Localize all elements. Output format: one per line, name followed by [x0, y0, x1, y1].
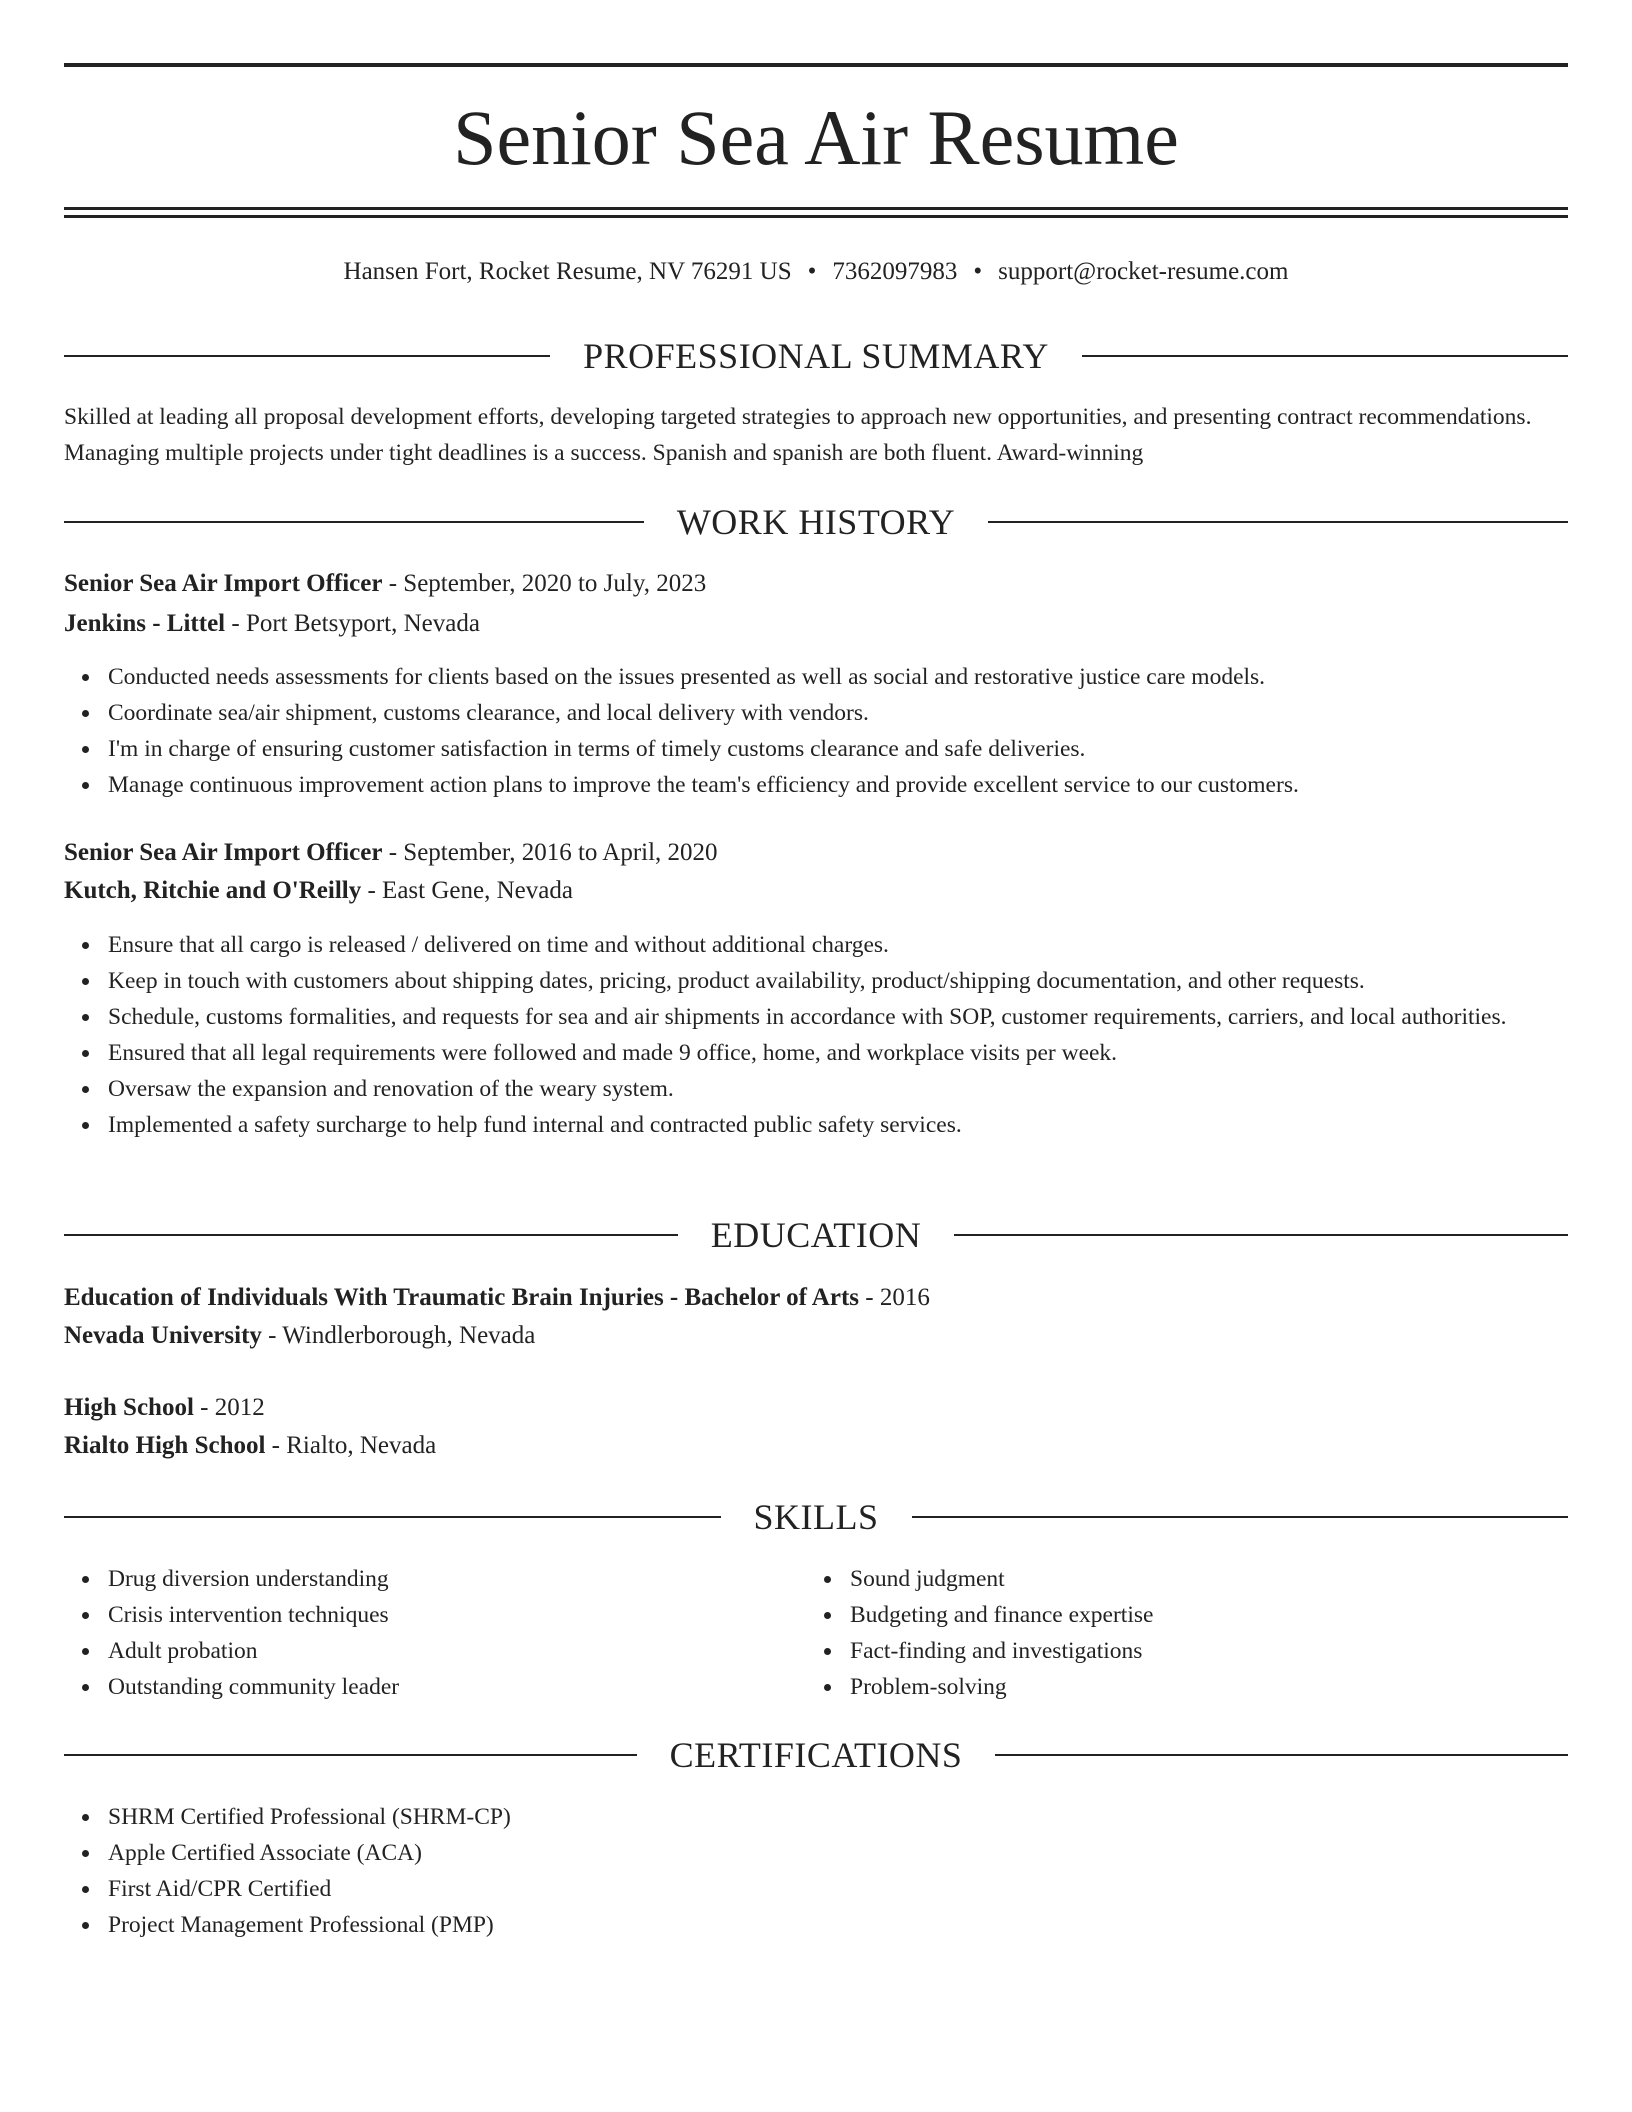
job-dates: - September, 2020 to July, 2023: [382, 570, 707, 597]
education-2-degree-line: [64, 1390, 1568, 1426]
education-1-degree-line: [64, 1280, 1568, 1316]
job-1-title-line: [64, 566, 1568, 602]
title-rule-lower: [64, 215, 1568, 218]
skills-heading: [64, 1495, 1568, 1539]
certifications-list: [64, 1799, 1612, 1943]
summary-text: Skilled at leading all proposal development efforts, developing targeted strategies to approach new opportunities, and presenting contract recommendations. Managing multiple projects under tight deadlines is a success. Spanish and spanish are both fluent. Award-winning: [64, 404, 1532, 466]
list-item: Drug diversion understanding: [108, 1561, 1612, 1597]
job-company: Kutch, Ritchie and O'Reilly: [64, 877, 362, 904]
list-item: Oversaw the expansion and renovation of the weary system.: [108, 1071, 1612, 1107]
list-item: Ensured that all legal requirements were followed and made 9 office, home, and workplace visits per week.: [108, 1035, 1612, 1071]
work-history-heading: [64, 500, 1568, 544]
job-location: - East Gene, Nevada: [361, 877, 573, 904]
list-item: I'm in charge of ensuring customer satisfaction in terms of timely customs clearance and safe deliveries.: [108, 731, 1612, 767]
list-item: Crisis intervention techniques: [108, 1597, 1612, 1633]
job-location: - Port Betsyport, Nevada: [225, 610, 480, 637]
certifications-heading-label: CERTIFICATIONS: [669, 1735, 963, 1775]
resume-title: Senior Sea Air Resume: [453, 94, 1179, 181]
list-item: Ensure that all cargo is released / delivered on time and without additional charges.: [108, 927, 1612, 963]
contact-address: Hansen Fort, Rocket Resume, NV 76291 US: [343, 258, 792, 285]
divider: [64, 355, 550, 357]
divider: [64, 1754, 637, 1756]
education-heading: [64, 1213, 1568, 1257]
summary-heading: [64, 334, 1568, 378]
job-1-bullets: [64, 659, 1612, 803]
list-item: Implemented a safety surcharge to help fund internal and contracted public safety services.: [108, 1107, 1612, 1143]
divider: [1082, 355, 1568, 357]
divider: [988, 521, 1568, 523]
education-2-school-line: [64, 1428, 1568, 1464]
job-company: Jenkins - Littel: [64, 610, 226, 637]
job-2-bullets: [64, 927, 1612, 1143]
education-school: Rialto High School: [64, 1432, 266, 1459]
divider: [64, 521, 644, 523]
education-degree: Education of Individuals With Traumatic Brain Injuries - Bachelor of Arts: [64, 1284, 860, 1311]
education-1-school-line: [64, 1318, 1568, 1354]
job-2-title-line: [64, 835, 1568, 871]
list-item: Schedule, customs formalities, and requests for sea and air shipments in accordance with SOP, customer requirements, carriers, and local authorities.: [108, 999, 1612, 1035]
list-item: Conducted needs assessments for clients based on the issues presented as well as social and restorative justice care models.: [108, 659, 1612, 695]
education-year: - 2016: [859, 1284, 930, 1311]
work-history-heading-label: WORK HISTORY: [676, 502, 956, 542]
list-item: Adult probation: [108, 1633, 1612, 1669]
summary-heading-label: PROFESSIONAL SUMMARY: [583, 336, 1049, 376]
job-2-company-line: [64, 873, 1568, 909]
contact-line: [64, 254, 1568, 290]
list-item: Fact-finding and investigations: [850, 1633, 1632, 1669]
certifications-heading: [64, 1733, 1568, 1777]
education-school: Nevada University: [64, 1322, 262, 1349]
list-item: Budgeting and finance expertise: [850, 1597, 1632, 1633]
education-year: - 2012: [193, 1394, 265, 1421]
education-degree: High School: [64, 1394, 194, 1421]
job-dates: - September, 2016 to April, 2020: [382, 839, 718, 866]
list-item: Problem-solving: [850, 1669, 1632, 1705]
contact-phone: 7362097983: [832, 258, 958, 285]
list-item: Coordinate sea/air shipment, customs clearance, and local delivery with vendors.: [108, 695, 1612, 731]
education-heading-label: EDUCATION: [710, 1215, 922, 1255]
list-item: Keep in touch with customers about shipping dates, pricing, product availability, product/shipping documentation, and other requests.: [108, 963, 1612, 999]
job-title: Senior Sea Air Import Officer: [64, 570, 383, 597]
list-item: SHRM Certified Professional (SHRM-CP): [108, 1799, 1612, 1835]
list-item: Sound judgment: [850, 1561, 1632, 1597]
list-item: First Aid/CPR Certified: [108, 1871, 1612, 1907]
divider: [64, 1234, 678, 1236]
job-title: Senior Sea Air Import Officer: [64, 839, 383, 866]
skills-heading-label: SKILLS: [753, 1497, 879, 1537]
contact-separator: •: [973, 258, 983, 285]
education-location: - Rialto, Nevada: [265, 1432, 437, 1459]
contact-separator: •: [807, 258, 817, 285]
divider: [64, 1516, 721, 1518]
divider: [995, 1754, 1568, 1756]
list-item: Project Management Professional (PMP): [108, 1907, 1612, 1943]
top-rule: [64, 63, 1568, 67]
education-location: - Windlerborough, Nevada: [261, 1322, 536, 1349]
list-item: Manage continuous improvement action plans to improve the team's efficiency and provide excellent service to our customers.: [108, 767, 1612, 803]
divider: [954, 1234, 1568, 1236]
skills-list-right: [806, 1561, 1632, 1705]
job-1-company-line: [64, 606, 1568, 642]
divider: [912, 1516, 1569, 1518]
title-rule-upper: [64, 207, 1568, 210]
contact-email: support@rocket-resume.com: [998, 258, 1289, 285]
list-item: Apple Certified Associate (ACA): [108, 1835, 1612, 1871]
list-item: Outstanding community leader: [108, 1669, 1612, 1705]
